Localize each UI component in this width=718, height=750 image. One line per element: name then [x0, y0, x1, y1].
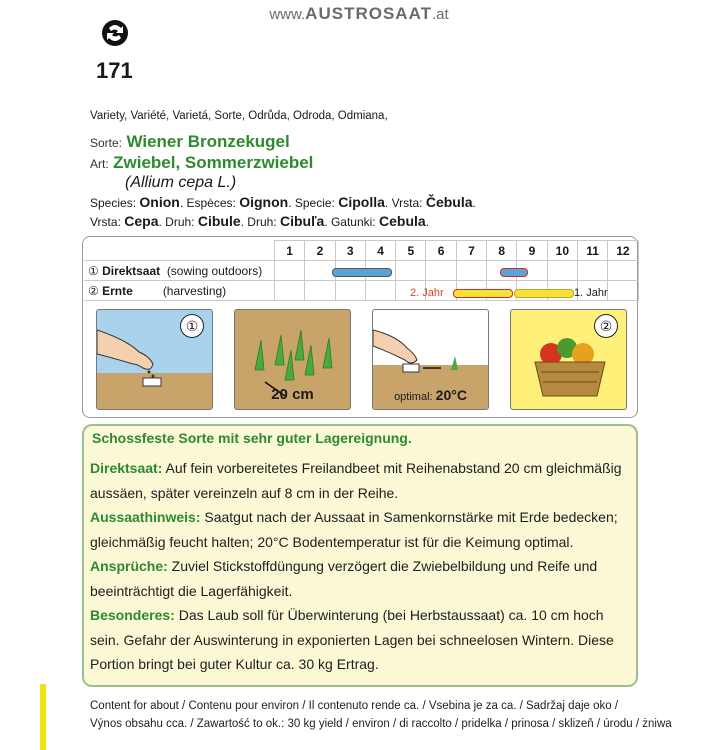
year-2-label: 2. Jahr	[410, 287, 444, 299]
hand-sowing-icon	[97, 310, 213, 410]
species-row: Art: Zwiebel, Sommerzwiebel	[90, 153, 314, 172]
content-footer: Content for about / Contenu pour environ / Il contenuto rende ca. / Vsebina je za ca. / Sadržaj daje oko / Výnos obsahu cca. / Zawartość to ok.: 30 kg yield / environ / di raccolto / pridelka / prinosa / sklizeň / úrodu / żniwa	[90, 700, 672, 730]
yellow-edge	[40, 684, 46, 750]
spacing-illustration: 20 cm	[234, 309, 351, 410]
species-translations-1: Species: Onion. Espèces: Oignon. Specie: Cipolla. Vrsta: Čebula.	[90, 194, 476, 210]
brand-name: AUSTROSAAT	[305, 4, 432, 23]
sowing-illustration: ①	[96, 309, 213, 410]
info-text: Direktsaat: Auf fein vorbereitetes Freilandbeet mit Reihenabstand 20 cm gleichmäßig aussäen, später vereinzeln auf 8 cm in der Reihe. Aussaathinweis: Saatgut nach der Aussaat in Samenkornstärke mit Erde bedecken; gleichmäßig feucht halten; 20°C Bodentemperatur ist für die Keimung optimal. Ansprüche: Zuviel Stickstoffdüngung verzögert die Zwiebelbildung und Reife und beeinträchtigt die Lagerfähigkeit. Besonderes: Das Laub soll für Überwinterung (bei Herbstaussaat) ca. 10 cm hoch sein. Gefahr der Auswinterung in exponierten Lagen bei schneelosen Wintern. Diese Portion bringt bei guter Kultur ca. 30 kg Ertrag.	[90, 460, 622, 672]
recycle-icon	[100, 18, 130, 48]
vegetable-basket-icon	[511, 310, 627, 410]
item-number: 171	[96, 58, 133, 83]
calendar-row-harvest: ② Ernte (harvesting)	[84, 281, 638, 301]
calendar-row-sowing: ① Direktsaat (sowing outdoors)	[84, 261, 638, 281]
latin-name: (Allium cepa L.)	[125, 174, 237, 191]
harvest-bar-year1	[514, 289, 574, 298]
sowing-bar-spring	[332, 268, 392, 277]
variety-name: Wiener Bronzekugel	[126, 132, 290, 151]
variety-languages: Variety, Variété, Varietá, Sorte, Odrůda, Odroda, Odmiana,	[90, 110, 388, 122]
website-url: www.AUSTROSAAT.at	[269, 4, 449, 23]
harvest-illustration: ②	[510, 309, 627, 410]
sowing-calendar: 1 2 3 4 5 6 7 8 9 10 11 12 ① Direktsaat (sowing outdoors) ② Ernte (harvesting)	[84, 240, 639, 301]
species-translations-2: Vrsta: Cepa. Druh: Cibule. Druh: Cibuľa. Gatunki: Cebula.	[90, 213, 430, 229]
harvest-bar-year2	[453, 289, 513, 298]
sowing-bar-autumn	[500, 268, 528, 277]
species-name: Zwiebel, Sommerzwiebel	[113, 153, 314, 172]
info-headline: Schossfeste Sorte mit sehr guter Lagereignung.	[92, 430, 412, 446]
year-1-label: 1. Jahr	[574, 287, 608, 299]
variety-row: Sorte: Wiener Bronzekugel	[90, 132, 290, 151]
temperature-illustration: optimal: 20°C	[372, 309, 489, 410]
